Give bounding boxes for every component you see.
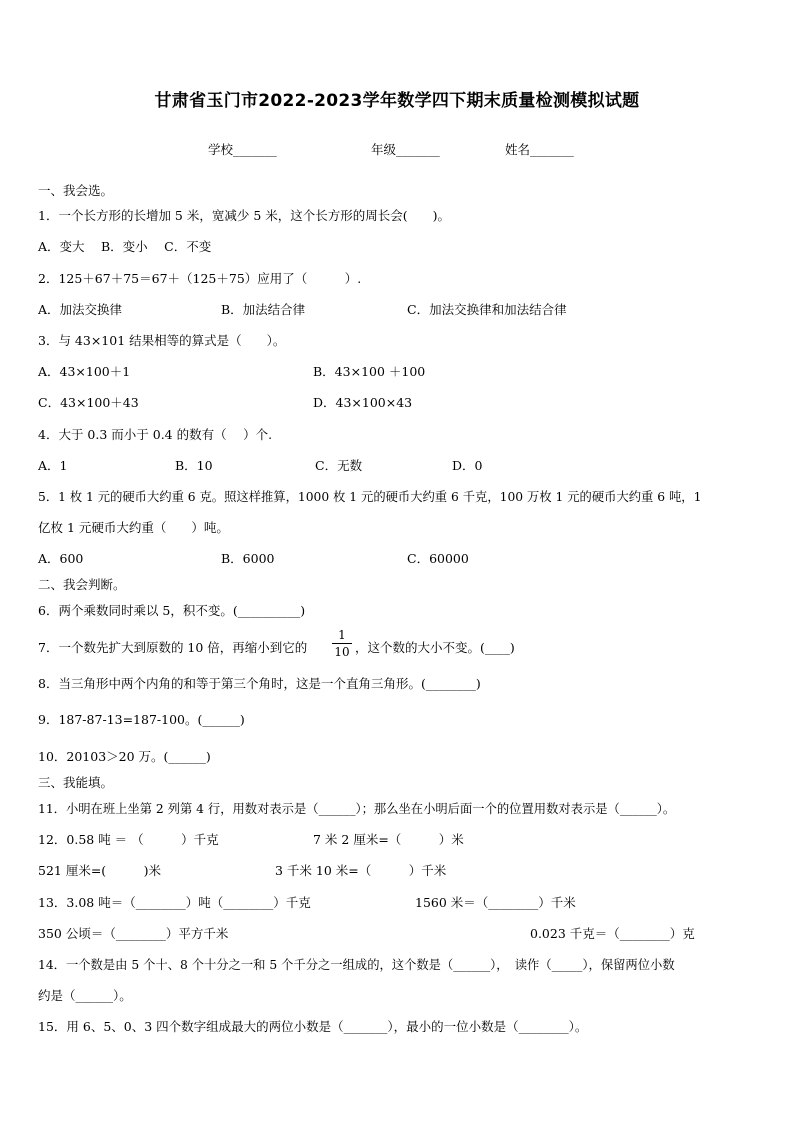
question-5-option-b: B．6000 <box>221 551 275 566</box>
name-field[interactable]: 姓名_______ <box>505 142 574 157</box>
question-15: 15．用 6、5、0、3 四个数字组成最大的两位小数是（_______），最小的一位小数是（________）。 <box>38 1019 588 1034</box>
question-2-option-b: B．加法结合律 <box>221 302 306 317</box>
question-13-part-c: 350 公顷＝（________）平方千米 <box>38 926 229 941</box>
question-3-option-d: D．43×100×43 <box>313 395 413 410</box>
question-3: 3．与 43×101 结果相等的算式是（ ）。 <box>38 333 286 348</box>
question-4-option-c: C．无数 <box>315 458 363 473</box>
question-7-before: 7．一个数先扩大到原数的 10 倍，再缩小到它的 <box>38 640 308 655</box>
question-6: 6．两个乘数同时乘以 5，积不变。(__________) <box>38 603 306 618</box>
question-5-line-1: 5．1 枚 1 元的硬币大约重 6 克。照这样推算，1000 枚 1 元的硬币大约重 6 千克，100 万枚 1 元的硬币大约重 6 吨，1 <box>38 490 702 504</box>
question-2-option-c: C．加法交换律和加法结合律 <box>407 302 567 317</box>
grade-field[interactable]: 年级_______ <box>371 142 440 157</box>
school-field[interactable]: 学校_______ <box>208 142 277 157</box>
question-13-part-b: 1560 米＝（________）千米 <box>415 895 576 910</box>
question-14-line-2: 约是（______）。 <box>38 988 132 1003</box>
question-7-after: ，这个数的大小不变。(____) <box>355 640 515 655</box>
question-12-part-c: 521 厘米=( )米 <box>38 863 162 878</box>
question-3-option-a: A．43×100＋1 <box>38 364 131 379</box>
question-4-option-d: D．0 <box>452 458 483 473</box>
question-5-option-a: A．600 <box>38 551 84 566</box>
question-4-option-b: B．10 <box>175 458 213 473</box>
question-1: 1．一个长方形的长增加 5 米，宽减少 5 米，这个长方形的周长会( )。 <box>38 208 451 223</box>
question-5-option-c: C．60000 <box>407 551 469 566</box>
question-12-part-a: 12．0.58 吨 ＝ （ ）千克 <box>38 832 219 847</box>
question-4-option-a: A．1 <box>38 458 68 473</box>
question-13-part-a: 13．3.08 吨＝（________）吨（________）千克 <box>38 895 311 910</box>
question-5-line-2: 亿枚 1 元硬币大约重（ ）吨。 <box>38 520 229 535</box>
question-3-option-c: C．43×100＋43 <box>38 395 139 410</box>
fraction-one-tenth <box>332 628 352 659</box>
question-3-option-b: B．43×100 ＋100 <box>313 364 426 379</box>
section-heading-fill: 三、我能填。 <box>38 775 114 790</box>
fraction-numerator: 1 <box>338 628 346 642</box>
section-heading-judge: 二、我会判断。 <box>38 577 126 592</box>
question-1-options: A．变大 B．变小 C．不变 <box>38 239 212 254</box>
page-title: 甘肃省玉门市2022-2023学年数学四下期末质量检测模拟试题 <box>154 91 640 111</box>
fraction-bar <box>332 643 352 644</box>
fraction-denominator: 10 <box>334 645 350 659</box>
question-9: 9．187-87-13=187-100。(______) <box>38 712 245 727</box>
question-10: 10．20103＞20 万。(______) <box>38 749 211 764</box>
question-2: 2．125＋67＋75＝67＋（125＋75）应用了（ ）. <box>38 271 362 286</box>
question-11: 11．小明在班上坐第 2 列第 4 行，用数对表示是（______）；那么坐在小明后面一个的位置用数对表示是（______）。 <box>38 802 676 816</box>
question-12-part-b: 7 米 2 厘米=（ ）米 <box>313 832 464 847</box>
question-12-part-d: 3 千米 10 米=（ ）千米 <box>275 863 447 878</box>
question-2-option-a: A．加法交换律 <box>38 302 123 317</box>
question-8: 8．当三角形中两个内角的和等于第三个角时，这是一个直角三角形。(________) <box>38 676 481 691</box>
question-4: 4．大于 0.3 而小于 0.4 的数有（ ）个. <box>38 427 273 442</box>
question-14-line-1: 14．一个数是由 5 个十、8 个十分之一和 5 个千分之一组成的，这个数是（______）， 读作（_____），保留两位小数 <box>38 958 675 972</box>
question-13-part-d: 0.023 千克＝（________）克 <box>530 926 695 941</box>
section-heading-choice: 一、我会选。 <box>38 183 114 198</box>
